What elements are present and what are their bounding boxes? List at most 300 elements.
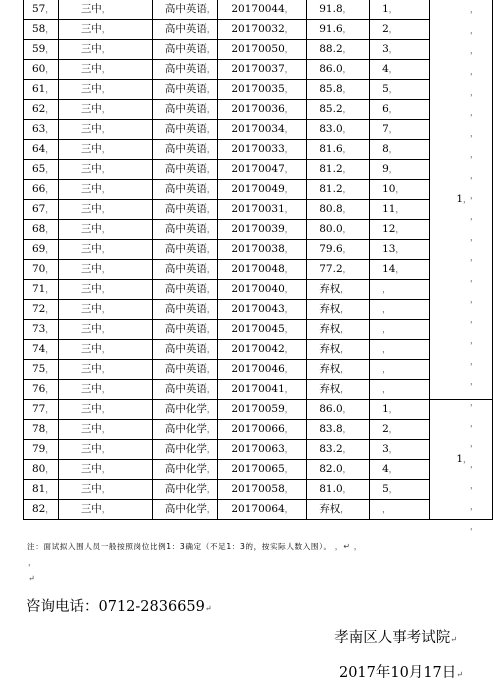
cell-end-mark-icon: ， [388, 445, 397, 454]
seq-cell-text: 75 [32, 363, 46, 375]
cell-end-mark-icon: ， [342, 105, 351, 114]
score-cell [307, 400, 370, 420]
table-row [24, 100, 493, 120]
row-end-mark-icon: ， [470, 25, 478, 35]
exam-number-cell [217, 440, 306, 460]
cell-end-mark-icon: ， [388, 485, 397, 494]
cell-end-mark-icon: ， [284, 305, 293, 314]
score-cell-text: 85.2 [319, 103, 343, 115]
exam-number-cell [217, 460, 306, 480]
cell-end-mark-icon: ， [284, 405, 293, 414]
school-cell [58, 200, 152, 220]
score-cell-text: 80.8 [319, 203, 343, 215]
cell-end-mark-icon: ， [388, 165, 397, 174]
score-cell-text: 弃权 [319, 383, 341, 395]
table-row [24, 500, 493, 520]
rank-cell [370, 360, 430, 380]
cell-end-mark-icon: ， [206, 225, 215, 234]
row-end-mark-icon: ， [470, 377, 478, 387]
cell-end-mark-icon: ， [342, 145, 351, 154]
exam-number-cell [217, 120, 306, 140]
row-end-mark-icon: ， [470, 439, 478, 449]
cell-end-mark-icon: ， [382, 305, 391, 314]
subject-cell-text: 高中英语 [164, 43, 207, 55]
seq-cell [24, 460, 59, 480]
seq-cell [24, 40, 59, 60]
exam-number-cell [217, 220, 306, 240]
subject-cell-text: 高中英语 [164, 3, 207, 15]
rank-cell-text: 4 [382, 63, 389, 75]
school-cell-text: 三中 [80, 163, 102, 175]
subject-cell-text: 高中英语 [164, 103, 207, 115]
cell-end-mark-icon: ， [342, 45, 351, 54]
cell-end-mark-icon: ， [388, 425, 397, 434]
subject-cell [152, 140, 217, 160]
cell-end-mark-icon: ， [340, 325, 349, 334]
cell-end-mark-icon: ， [45, 305, 54, 314]
cell-end-mark-icon: ， [101, 445, 110, 454]
seq-cell-text: 70 [32, 263, 46, 275]
seq-cell [24, 120, 59, 140]
cell-end-mark-icon: ， [388, 405, 397, 414]
cell-end-mark-icon: ， [206, 365, 215, 374]
score-cell [307, 420, 370, 440]
school-cell-text: 三中 [80, 143, 102, 155]
row-end-mark-icon: ， [470, 232, 478, 242]
cell-end-mark-icon: ， [206, 425, 215, 434]
score-cell [307, 320, 370, 340]
cell-end-mark-icon: ， [206, 5, 215, 14]
seq-cell [24, 20, 59, 40]
score-cell [307, 20, 370, 40]
school-cell-text: 三中 [80, 383, 102, 395]
cell-end-mark-icon: ， [45, 325, 54, 334]
cell-end-mark-icon: ， [206, 125, 215, 134]
cell-end-mark-icon: ， [101, 485, 110, 494]
row-end-mark-icon: ， [470, 5, 478, 14]
seq-cell-text: 71 [32, 283, 46, 295]
exam-number-cell [217, 0, 306, 20]
cell-end-mark-icon: ， [206, 245, 215, 254]
rank-cell-text: 9 [382, 163, 389, 175]
seq-cell-text: 59 [32, 43, 46, 55]
plan-count-text: 1 [456, 193, 464, 205]
cell-end-mark-icon: ， [342, 485, 351, 494]
row-end-mark-icon: ， [470, 460, 478, 470]
school-cell-text: 三中 [80, 363, 102, 375]
subject-cell [152, 200, 217, 220]
school-cell-text: 三中 [80, 63, 102, 75]
subject-cell-text: 高中化学 [164, 403, 207, 415]
exam-number-cell [217, 420, 306, 440]
cell-end-mark-icon: ， [388, 105, 397, 114]
subject-cell-text: 高中英语 [164, 183, 207, 195]
school-cell-text: 三中 [80, 3, 102, 15]
school-cell [58, 40, 152, 60]
row-end-mark-icon: ， [470, 149, 478, 159]
table-row [24, 160, 493, 180]
cell-end-mark-icon: ， [382, 345, 391, 354]
contact-phone-text: 咨询电话：0712-2836659 [26, 599, 205, 615]
rank-cell-text: 6 [382, 103, 389, 115]
cell-end-mark-icon: ， [388, 125, 397, 134]
seq-cell-text: 68 [32, 223, 46, 235]
cell-end-mark-icon: ， [284, 445, 293, 454]
seq-cell [24, 360, 59, 380]
score-table [23, 0, 493, 520]
exam-number-cell [217, 260, 306, 280]
subject-cell [152, 260, 217, 280]
score-cell-text: 弃权 [319, 323, 341, 335]
score-cell-text: 弃权 [319, 363, 341, 375]
exam-number-cell [217, 280, 306, 300]
school-cell-text: 三中 [80, 423, 102, 435]
cell-end-mark-icon: ， [206, 65, 215, 74]
cell-end-mark-icon: ， [463, 195, 472, 204]
rank-cell-text: 3 [382, 43, 389, 55]
score-cell-text: 弃权 [319, 303, 341, 315]
rank-cell [370, 80, 430, 100]
school-cell [58, 220, 152, 240]
cell-end-mark-icon: ， [206, 325, 215, 334]
subject-cell-text: 高中英语 [164, 303, 207, 315]
exam-number-cell-text: 20170064 [231, 503, 285, 515]
rank-cell [370, 200, 430, 220]
row-end-mark-icon: ， [470, 253, 478, 263]
rank-cell-text: 4 [382, 463, 389, 475]
subject-cell [152, 480, 217, 500]
seq-cell-text: 60 [32, 63, 46, 75]
score-cell-text: 弃权 [319, 343, 341, 355]
cell-end-mark-icon: ， [206, 445, 215, 454]
cell-end-mark-icon: ， [45, 465, 54, 474]
exam-number-cell [217, 480, 306, 500]
exam-number-cell-text: 20170036 [231, 103, 285, 115]
cell-end-mark-icon: ， [342, 245, 351, 254]
seq-cell-text: 82 [32, 503, 46, 515]
cell-end-mark-icon: ， [101, 245, 110, 254]
seq-cell [24, 200, 59, 220]
cell-end-mark-icon: ， [206, 85, 215, 94]
table-row [24, 440, 493, 460]
school-cell-text: 三中 [80, 403, 102, 415]
exam-number-cell-text: 20170048 [231, 263, 285, 275]
cell-end-mark-icon: ， [463, 455, 472, 464]
score-cell [307, 300, 370, 320]
cell-end-mark-icon: ， [284, 185, 293, 194]
exam-number-cell [217, 80, 306, 100]
cell-end-mark-icon: ， [45, 225, 54, 234]
issuing-organization-text: 孝南区人事考试院 [334, 630, 451, 646]
exam-number-cell [217, 60, 306, 80]
score-cell-text: 86.0 [319, 63, 343, 75]
cell-end-mark-icon: ， [206, 345, 215, 354]
cell-end-mark-icon: ， [284, 25, 293, 34]
seq-cell [24, 320, 59, 340]
right-edge-marks [470, 0, 482, 538]
cell-end-mark-icon: ， [45, 265, 54, 274]
score-cell-text: 86.0 [319, 403, 343, 415]
seq-cell [24, 220, 59, 240]
school-cell [58, 500, 152, 520]
cell-end-mark-icon: ， [101, 165, 110, 174]
score-cell-text: 88.2 [319, 43, 343, 55]
table-note [27, 541, 362, 552]
exam-number-cell-text: 20170038 [231, 243, 285, 255]
exam-number-cell-text: 20170066 [231, 423, 285, 435]
table-row [24, 460, 493, 480]
cell-end-mark-icon: ， [284, 485, 293, 494]
seq-cell-text: 58 [32, 23, 46, 35]
seq-cell [24, 440, 59, 460]
subject-cell [152, 300, 217, 320]
score-cell [307, 280, 370, 300]
cell-end-mark-icon: ， [342, 25, 351, 34]
cell-end-mark-icon: ， [101, 205, 110, 214]
cell-end-mark-icon: ， [340, 345, 349, 354]
school-cell-text: 三中 [80, 443, 102, 455]
row-end-mark-icon: ， [470, 522, 478, 532]
cell-end-mark-icon: ， [395, 205, 404, 214]
rank-cell-text: 5 [382, 483, 389, 495]
row-end-mark-icon: ， [470, 336, 478, 345]
cell-end-mark-icon: ， [284, 345, 293, 354]
paragraph-mark-icon: ，↵ ， [334, 542, 363, 551]
score-cell [307, 180, 370, 200]
subject-cell [152, 120, 217, 140]
seq-cell-text: 63 [32, 123, 46, 135]
exam-number-cell [217, 400, 306, 420]
rank-cell [370, 400, 430, 420]
score-cell-text: 82.0 [319, 463, 343, 475]
exam-number-cell-text: 20170040 [231, 283, 285, 295]
seq-cell-text: 73 [32, 323, 46, 335]
rank-cell [370, 100, 430, 120]
rank-cell [370, 260, 430, 280]
school-cell [58, 60, 152, 80]
score-cell [307, 240, 370, 260]
cell-end-mark-icon: ， [342, 65, 351, 74]
table-row [24, 340, 493, 360]
cell-end-mark-icon: ， [206, 145, 215, 154]
rank-cell [370, 300, 430, 320]
rank-cell-text: 7 [382, 123, 389, 135]
score-cell-text: 80.0 [319, 223, 343, 235]
cell-end-mark-icon: ， [101, 385, 110, 394]
school-cell [58, 120, 152, 140]
subject-cell-text: 高中英语 [164, 383, 207, 395]
score-cell-text: 83.2 [319, 443, 343, 455]
subject-cell [152, 380, 217, 400]
seq-cell-text: 57 [32, 3, 46, 15]
exam-number-cell [217, 340, 306, 360]
school-cell [58, 320, 152, 340]
subject-cell [152, 320, 217, 340]
subject-cell-text: 高中英语 [164, 363, 207, 375]
cell-end-mark-icon: ， [206, 265, 215, 274]
school-cell [58, 460, 152, 480]
subject-cell-text: 高中英语 [164, 63, 207, 75]
seq-cell-text: 69 [32, 243, 46, 255]
score-cell [307, 140, 370, 160]
cell-end-mark-icon: ， [388, 65, 397, 74]
cell-end-mark-icon: ， [45, 145, 54, 154]
seq-cell-text: 64 [32, 143, 46, 155]
table-row [24, 40, 493, 60]
subject-cell-text: 高中化学 [164, 483, 207, 495]
cell-end-mark-icon: ， [101, 105, 110, 114]
table-note-text: 注：面试拟入围人员一般按照岗位比例1：3确定（不足1：3的，按实际人数入围）。 [27, 542, 332, 551]
cell-end-mark-icon: ， [101, 465, 110, 474]
score-cell [307, 460, 370, 480]
school-cell [58, 160, 152, 180]
exam-number-cell [217, 140, 306, 160]
cell-end-mark-icon: ， [342, 185, 351, 194]
subject-cell-text: 高中英语 [164, 143, 207, 155]
exam-number-cell [217, 100, 306, 120]
cell-end-mark-icon: ， [284, 85, 293, 94]
school-cell [58, 340, 152, 360]
school-cell-text: 三中 [80, 203, 102, 215]
paragraph-mark-icon: ， [28, 558, 36, 567]
seq-cell [24, 280, 59, 300]
score-cell-text: 81.2 [319, 183, 343, 195]
rank-cell [370, 40, 430, 60]
score-cell [307, 120, 370, 140]
seq-cell-text: 74 [32, 343, 46, 355]
row-end-mark-icon: ， [470, 294, 478, 304]
cell-end-mark-icon: ， [388, 145, 397, 154]
cell-end-mark-icon: ， [340, 305, 349, 314]
score-cell-text: 81.6 [319, 143, 343, 155]
cell-end-mark-icon: ， [342, 125, 351, 134]
exam-number-cell-text: 20170058 [231, 483, 285, 495]
cell-end-mark-icon: ， [284, 125, 293, 134]
subject-cell [152, 240, 217, 260]
score-cell [307, 200, 370, 220]
exam-number-cell [217, 300, 306, 320]
table-row [24, 180, 493, 200]
exam-number-cell-text: 20170050 [231, 43, 285, 55]
seq-cell-text: 62 [32, 103, 46, 115]
cell-end-mark-icon: ， [284, 365, 293, 374]
table-row [24, 420, 493, 440]
table-row [24, 200, 493, 220]
cell-end-mark-icon: ， [101, 425, 110, 434]
exam-number-cell [217, 380, 306, 400]
rank-cell [370, 140, 430, 160]
cell-end-mark-icon: ， [342, 405, 351, 414]
paragraph-mark-icon: ↵ [28, 574, 35, 583]
cell-end-mark-icon: ， [340, 365, 349, 374]
subject-cell [152, 0, 217, 20]
exam-number-cell-text: 20170059 [231, 403, 285, 415]
score-table-body [24, 0, 493, 520]
score-cell-text: 83.8 [319, 423, 343, 435]
cell-end-mark-icon: ， [382, 285, 391, 294]
seq-cell-text: 78 [32, 423, 46, 435]
rank-cell-text: 2 [382, 423, 389, 435]
table-row [24, 360, 493, 380]
subject-cell [152, 280, 217, 300]
cell-end-mark-icon: ， [45, 85, 54, 94]
issue-date [339, 661, 463, 682]
table-row [24, 20, 493, 40]
cell-end-mark-icon: ， [284, 505, 293, 514]
cell-end-mark-icon: ， [284, 5, 293, 14]
seq-cell [24, 340, 59, 360]
cell-end-mark-icon: ， [45, 345, 54, 354]
cell-end-mark-icon: ， [342, 85, 351, 94]
exam-number-cell-text: 20170039 [231, 223, 285, 235]
cell-end-mark-icon: ， [206, 485, 215, 494]
subject-cell [152, 180, 217, 200]
exam-number-cell [217, 40, 306, 60]
cell-end-mark-icon: ， [342, 445, 351, 454]
seq-cell-text: 77 [32, 403, 46, 415]
school-cell [58, 260, 152, 280]
score-cell-text: 81.2 [319, 163, 343, 175]
subject-cell-text: 高中化学 [164, 423, 207, 435]
cell-end-mark-icon: ， [284, 65, 293, 74]
cell-end-mark-icon: ， [45, 445, 54, 454]
rank-cell-text: 1 [382, 403, 389, 415]
rank-cell [370, 440, 430, 460]
cell-end-mark-icon: ， [45, 125, 54, 134]
school-cell [58, 100, 152, 120]
subject-cell [152, 160, 217, 180]
rank-cell-text: 5 [382, 83, 389, 95]
plan-count-text: 1 [456, 453, 464, 465]
subject-cell-text: 高中英语 [164, 223, 207, 235]
school-cell-text: 三中 [80, 23, 102, 35]
school-cell-text: 三中 [80, 83, 102, 95]
rank-cell-text: 1 [382, 3, 389, 15]
table-row [24, 220, 493, 240]
cell-end-mark-icon: ， [45, 245, 54, 254]
rank-cell [370, 60, 430, 80]
cell-end-mark-icon: ， [101, 285, 110, 294]
paragraph-mark-icon: ↵ [450, 635, 457, 644]
subject-cell-text: 高中英语 [164, 23, 207, 35]
exam-number-cell-text: 20170046 [231, 363, 285, 375]
seq-cell [24, 0, 59, 20]
cell-end-mark-icon: ， [342, 165, 351, 174]
cell-end-mark-icon: ， [388, 465, 397, 474]
exam-number-cell-text: 20170031 [231, 203, 285, 215]
subject-cell [152, 440, 217, 460]
cell-end-mark-icon: ， [45, 365, 54, 374]
cell-end-mark-icon: ， [45, 25, 54, 34]
school-cell-text: 三中 [80, 343, 102, 355]
row-end-mark-icon: ， [470, 211, 478, 221]
cell-end-mark-icon: ， [206, 385, 215, 394]
exam-number-cell-text: 20170044 [231, 3, 285, 15]
table-row [24, 320, 493, 340]
subject-cell [152, 340, 217, 360]
school-cell-text: 三中 [80, 283, 102, 295]
paragraph-mark-icon: ↵ [204, 604, 212, 613]
exam-number-cell [217, 20, 306, 40]
school-cell-text: 三中 [80, 223, 102, 235]
exam-number-cell [217, 240, 306, 260]
row-end-mark-icon: ， [470, 170, 478, 180]
subject-cell [152, 420, 217, 440]
cell-end-mark-icon: ， [101, 305, 110, 314]
school-cell-text: 三中 [80, 303, 102, 315]
seq-cell [24, 500, 59, 520]
rank-cell [370, 120, 430, 140]
